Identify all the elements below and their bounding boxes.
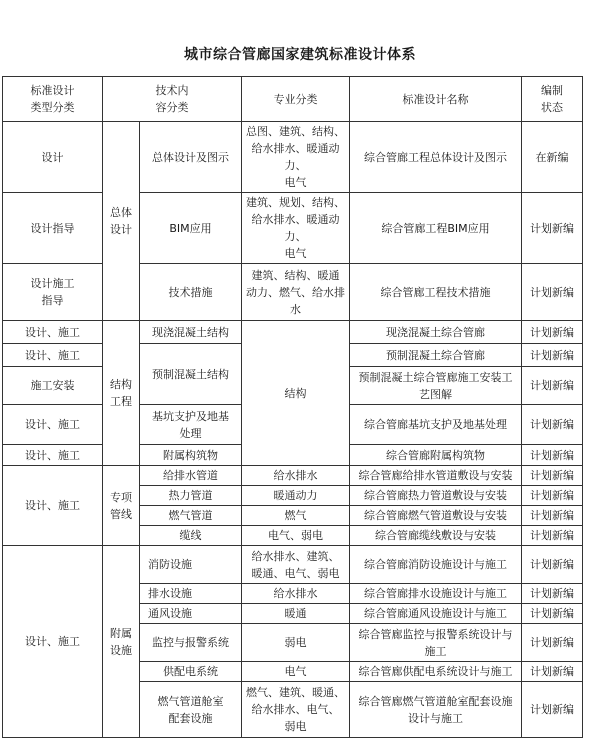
cell-status: 计划新编 [522,466,583,486]
cell-name: 预制混凝土综合管廊施工安装工 艺图解 [350,367,522,405]
group-cell-jiegou: 结构 工程 [103,321,140,466]
cell-discipline: 燃气、建筑、暖通、 给水排水、电气、 弱电 [242,682,350,738]
header-row [3,77,583,122]
table-row [3,264,583,321]
cell-name: 综合管廊燃气管道舱室配套设施 设计与施工 [350,682,522,738]
cell-content: 缆线 [140,526,242,546]
cell-type: 设计、施工 [3,321,103,344]
cell-discipline: 电气 [242,662,350,682]
cell-name: 综合管廊附属构筑物 [350,445,522,466]
cell-status: 计划新编 [522,604,583,624]
cell-content: 通风设施 [140,604,242,624]
group-cell-fushu: 附属 设施 [103,546,140,738]
header-content: 技术内 容分类 [103,77,242,122]
cell-status: 计划新编 [522,486,583,506]
cell-status: 计划新编 [522,344,583,367]
cell-name: 综合管廊工程总体设计及图示 [350,122,522,193]
cell-discipline: 建筑、规划、结构、 给水排水、暖通动力、 电气 [242,193,350,264]
cell-content: BIM应用 [140,193,242,264]
cell-status: 计划新编 [522,624,583,662]
cell-status: 在新编 [522,122,583,193]
cell-name: 综合管廊缆线敷设与安装 [350,526,522,546]
standards-table [2,76,583,738]
cell-name: 综合管廊热力管道敷设与安装 [350,486,522,506]
cell-discipline: 燃气 [242,506,350,526]
cell-status: 计划新编 [522,546,583,584]
table-row [3,466,583,486]
cell-name: 综合管廊监控与报警系统设计与 施工 [350,624,522,662]
cell-name: 预制混凝土综合管廊 [350,344,522,367]
cell-content: 附属构筑物 [140,445,242,466]
cell-discipline: 暖通动力 [242,486,350,506]
table-row [3,546,583,584]
cell-type: 设计、施工 [3,405,103,445]
cell-discipline-structure: 结构 [242,321,350,466]
header-type: 标准设计 类型分类 [3,77,103,122]
cell-discipline: 建筑、结构、暖通 动力、燃气、给水排 水 [242,264,350,321]
table-title: 城市综合管廊国家建筑标准设计体系 [184,47,416,63]
cell-status: 计划新编 [522,445,583,466]
table-row [3,193,583,264]
cell-content: 热力管道 [140,486,242,506]
header-name: 标准设计名称 [350,77,522,122]
cell-type: 设计、施工 [3,546,103,738]
cell-discipline: 给水排水 [242,466,350,486]
cell-type: 设计、施工 [3,466,103,546]
cell-type: 设计指导 [3,193,103,264]
group-cell-zhuanxiang: 专项 管线 [103,466,140,546]
cell-status: 计划新编 [522,506,583,526]
cell-content: 燃气管道舱室 配套设施 [140,682,242,738]
cell-discipline: 电气、弱电 [242,526,350,546]
cell-discipline: 弱电 [242,624,350,662]
cell-content: 消防设施 [140,546,242,584]
cell-content: 技术措施 [140,264,242,321]
cell-discipline: 给水排水 [242,584,350,604]
cell-content: 现浇混凝土结构 [140,321,242,344]
group-cell-zongti: 总体 设计 [103,122,140,321]
cell-type: 施工安装 [3,367,103,405]
cell-name: 综合管廊供配电系统设计与施工 [350,662,522,682]
cell-type: 设计、施工 [3,445,103,466]
cell-type: 设计施工 指导 [3,264,103,321]
cell-content: 基坑支护及地基 处理 [140,405,242,445]
header-discipline: 专业分类 [242,77,350,122]
cell-discipline: 总图、建筑、结构、 给水排水、暖通动力、 电气 [242,122,350,193]
cell-content: 预制混凝土结构 [140,344,242,405]
table-row [3,122,583,193]
cell-content: 燃气管道 [140,506,242,526]
cell-name: 综合管廊通风设施设计与施工 [350,604,522,624]
cell-name: 综合管廊消防设施设计与施工 [350,546,522,584]
cell-status: 计划新编 [522,321,583,344]
cell-content: 监控与报警系统 [140,624,242,662]
cell-name: 综合管廊工程技术措施 [350,264,522,321]
cell-status: 计划新编 [522,367,583,405]
cell-content: 总体设计及图示 [140,122,242,193]
table-row [3,321,583,344]
cell-name: 综合管廊排水设施设计与施工 [350,584,522,604]
cell-content: 排水设施 [140,584,242,604]
cell-name: 综合管廊给排水管道敷设与安装 [350,466,522,486]
cell-content: 供配电系统 [140,662,242,682]
cell-status: 计划新编 [522,662,583,682]
cell-type: 设计 [3,122,103,193]
cell-status: 计划新编 [522,584,583,604]
cell-type: 设计、施工 [3,344,103,367]
cell-status: 计划新编 [522,264,583,321]
cell-name: 综合管廊工程BIM应用 [350,193,522,264]
cell-status: 计划新编 [522,526,583,546]
cell-name: 综合管廊燃气管道敷设与安装 [350,506,522,526]
cell-content: 给排水管道 [140,466,242,486]
cell-status: 计划新编 [522,193,583,264]
header-status: 编制 状态 [522,77,583,122]
cell-status: 计划新编 [522,405,583,445]
cell-discipline: 暖通 [242,604,350,624]
cell-discipline: 给水排水、建筑、 暖通、电气、弱电 [242,546,350,584]
cell-name: 现浇混凝土综合管廊 [350,321,522,344]
cell-status: 计划新编 [522,682,583,738]
cell-name: 综合管廊基坑支护及地基处理 [350,405,522,445]
